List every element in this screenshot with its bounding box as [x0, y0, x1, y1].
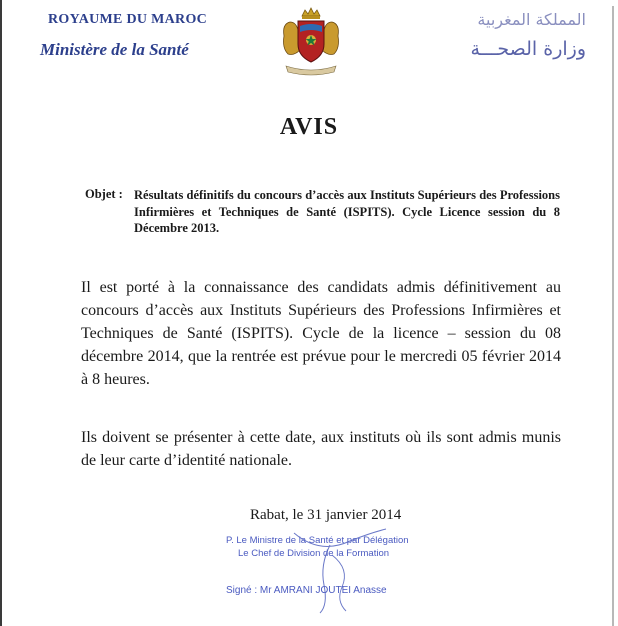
notice-title: AVIS — [279, 114, 339, 140]
date-line: Rabat, le 31 janvier 2014 — [250, 507, 402, 523]
royal-coat-of-arms-icon — [276, 6, 346, 78]
scan-right-edge — [612, 6, 614, 626]
object-label: Objet : — [85, 187, 123, 201]
kingdom-name-fr: ROYAUME DU MAROC — [48, 12, 208, 27]
ministry-name-fr: Ministère de la Santé — [40, 40, 189, 59]
kingdom-name-ar: المملكة المغربية — [477, 10, 586, 29]
signature-division: Le Chef de Division de la Formation — [238, 548, 390, 559]
body-paragraph-1: Il est porté à la connaissance des candidats admis définitivement au concours d’accès aux Instituts Supérieurs des Professions Infirmières et Techniques de Santé (ISPITS). Cycle de la licence – session du 08 décembre 2014, que la rentrée est prévue pour le mercredi 05 février 2014 à 8 heures. — [81, 279, 561, 388]
scan-left-edge — [0, 0, 2, 626]
signature-delegation: P. Le Ministre de la Santé et par Délégation — [226, 535, 409, 546]
body-paragraph-2: Ils doivent se présenter à cette date, aux instituts où ils sont admis munis de leur carte d’identité nationale. — [81, 429, 561, 469]
object-text: Résultats définitifs du concours d’accès aux Instituts Supérieurs des Professions Infirmières et Techniques de Santé (ISPITS). Cycle Licence session du 8 Décembre 2013. — [134, 188, 560, 235]
ministry-name-ar: وزارة الصحـــة — [470, 38, 586, 60]
signature-signed-by: Signé : Mr AMRANI JOUTEI Anasse — [226, 585, 387, 596]
